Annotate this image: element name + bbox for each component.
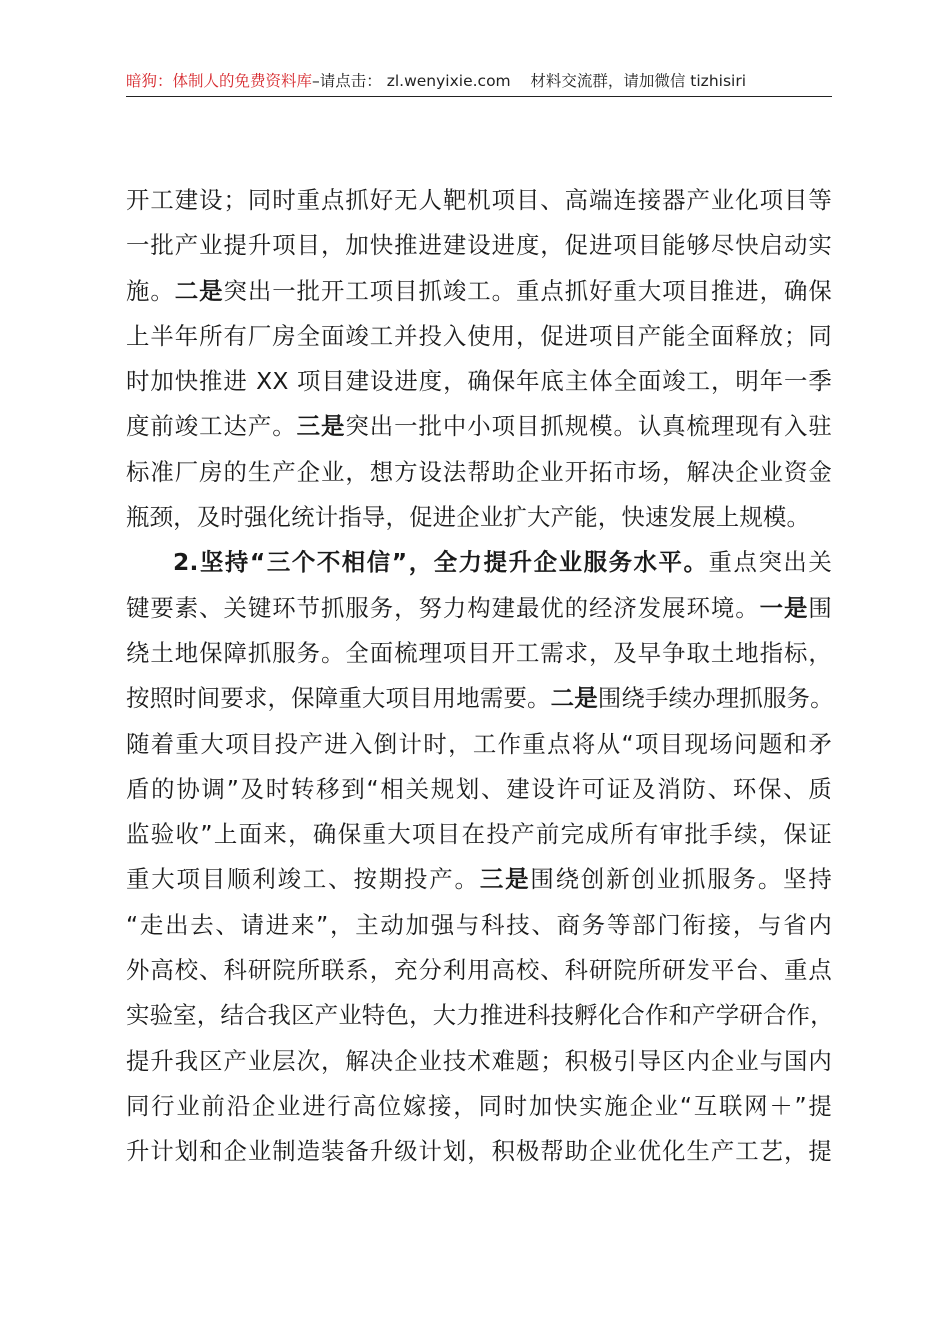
- text-line: [126, 631, 832, 676]
- text-run: “走出去、请进来”，主动加强与科技、商务等部门衔接，与省内: [126, 910, 832, 939]
- text-run: 重点突出关: [708, 548, 832, 577]
- text-run: 升计划和企业制造装备升级计划，积极帮助企业优化生产工艺，提: [126, 1137, 832, 1166]
- text-run: 一批产业提升项目，加快推进建设进度，促进项目能够尽快启动实: [126, 231, 832, 260]
- text-line: [126, 767, 832, 812]
- text-run: 开工建设；同时重点抓好无人靶机项目、高端连接器产业化项目等: [126, 186, 832, 214]
- text-run: 同行业前沿企业进行高位嫁接，同时加快实施企业“互联网＋”提: [126, 1091, 832, 1120]
- text-line: [126, 450, 832, 495]
- page-header: [126, 68, 832, 97]
- text-run: 键要素、关键环节抓服务，努力构建最优的经济发展环境。: [126, 593, 760, 622]
- text-line: [126, 948, 832, 993]
- text-run: 盾的协调”及时转移到“相关规划、建设许可证及消防、环保、质: [126, 774, 832, 803]
- header-wechat-note: 材料交流群，请加微信 tizhisiri: [530, 72, 747, 90]
- bold-text-run: 三是: [479, 865, 531, 894]
- text-line: [126, 1129, 832, 1174]
- bold-text-run: 2.坚持“三个不相信”，全力提升企业服务水平。: [173, 548, 709, 577]
- text-line: [126, 993, 832, 1038]
- text-line: [126, 314, 832, 359]
- header-brand: 暗狗：体制人的免费资料库: [126, 72, 313, 90]
- text-run: 度前竣工达产。: [126, 412, 297, 441]
- text-run: 按照时间要求，保障重大项目用地需要。: [126, 684, 551, 713]
- text-run: 提升我区产业层次，解决企业技术难题；积极引导区内企业与国内: [126, 1046, 832, 1075]
- text-line: [126, 495, 832, 540]
- text-run: 标准厂房的生产企业，想方设法帮助企业开拓市场，解决企业资金: [126, 457, 832, 486]
- text-line: [126, 404, 832, 449]
- text-line: [126, 178, 832, 223]
- text-run: 外高校、科研院所联系，充分利用高校、科研院所研发平台、重点: [126, 956, 832, 985]
- text-run: 突出一批开工项目抓竣工。重点抓好重大项目推进，确保: [223, 276, 832, 305]
- text-line: [126, 359, 832, 404]
- document-body: [126, 178, 832, 1175]
- bold-text-run: 三是: [296, 412, 346, 441]
- text-run: 时加快推进 XX 项目建设进度，确保年底主体全面竣工，明年一季: [126, 367, 832, 396]
- bold-text-run: 一是: [759, 593, 809, 622]
- text-line: [126, 1039, 832, 1084]
- text-run: 围绕创新创业抓服务。坚持: [530, 865, 832, 894]
- bold-text-run: 二是: [174, 276, 224, 305]
- text-line: [126, 223, 832, 268]
- bold-text-run: 二是: [550, 684, 598, 713]
- text-line: [126, 857, 832, 902]
- text-run: 围: [808, 593, 832, 622]
- header-url-link[interactable]: zl.wenyixie.com: [386, 72, 511, 90]
- text-run: 瓶颈，及时强化统计指导，促进企业扩大产能，快速发展上规模。: [126, 503, 811, 532]
- text-run: 绕土地保障抓服务。全面梳理项目开工需求，及早争取土地指标，: [126, 638, 832, 667]
- text-line: [126, 1084, 832, 1129]
- text-run: 监验收”上面来，确保重大项目在投产前完成所有审批手续，保证: [126, 820, 832, 849]
- text-line: [126, 586, 832, 631]
- text-line: [126, 540, 832, 585]
- text-run: 实验室，结合我区产业特色，大力推进科技孵化合作和产学研合作，: [126, 1001, 834, 1030]
- text-line: [126, 676, 832, 721]
- text-run: 随着重大项目投产进入倒计时，工作重点将从“项目现场问题和矛: [126, 729, 832, 758]
- text-run: 上半年所有厂房全面竣工并投入使用，促进项目产能全面释放；同: [126, 321, 832, 350]
- text-line: [126, 269, 832, 314]
- text-run: 施。: [126, 276, 175, 305]
- header-click-prompt: –请点击：: [312, 72, 382, 90]
- text-line: [126, 722, 832, 767]
- text-run: 围绕手续办理抓服务。: [597, 684, 834, 713]
- text-line: [126, 903, 832, 948]
- text-run: 重大项目顺利竣工、按期投产。: [126, 865, 480, 894]
- text-run: 突出一批中小项目抓规模。认真梳理现有入驻: [345, 412, 833, 441]
- text-line: [126, 812, 832, 857]
